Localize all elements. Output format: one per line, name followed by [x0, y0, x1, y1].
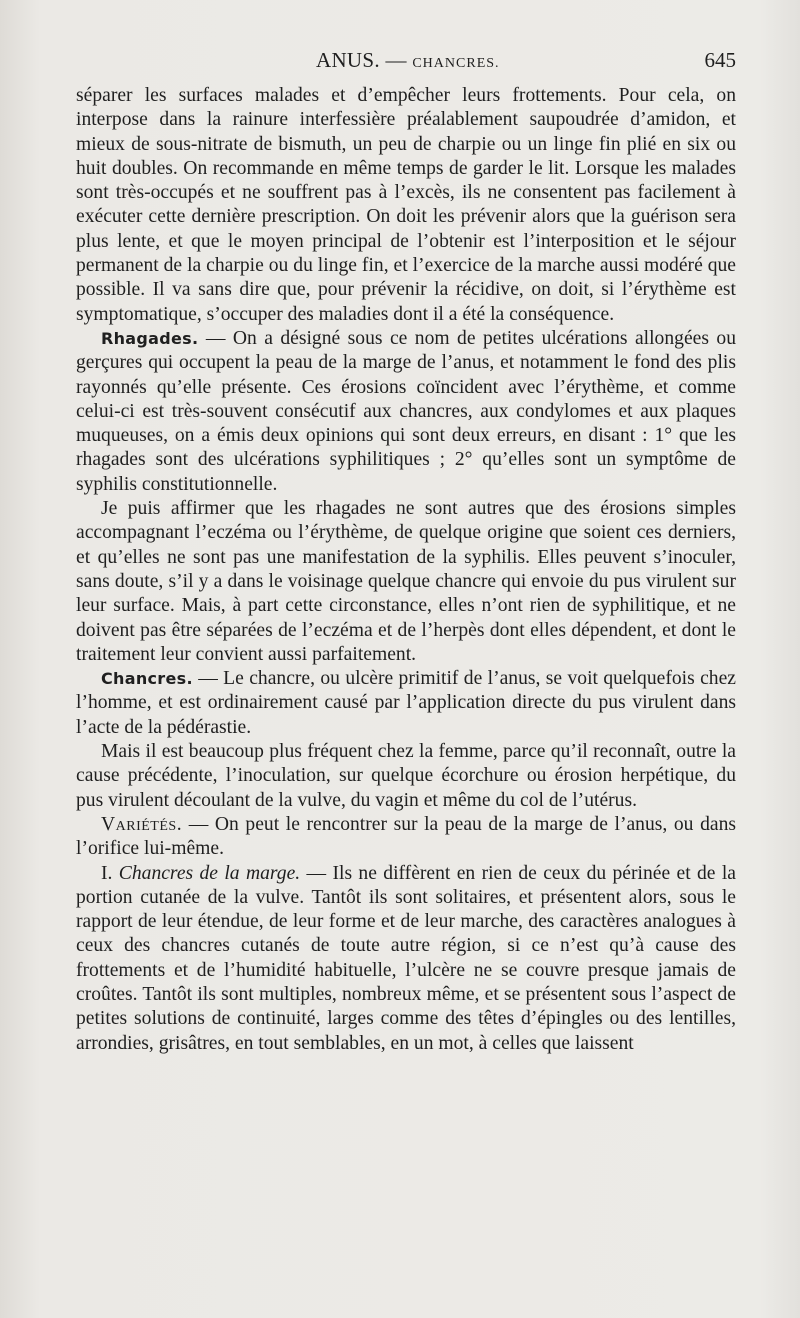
running-title-dash: —: [379, 48, 413, 72]
paragraph-chancres-marge: [76, 862, 736, 1056]
paragraph-varietes: [76, 813, 736, 862]
paragraph-rhagades-text: — On a désigné sous ce nom de petites ulcérations allongées ou gerçures qui occupent la peau de la marge de l’anus, et notamment le fond des plis rayonnés qu’elle présente. Ces érosions coïncident avec l’érythème, et comme celui-ci est très-souvent consécutif aux chancres, aux condylomes et aux plaques muqueuses, on a émis deux opinions qui sont deux erreurs, en disant : 1° que les rhagades sont des ulcérations syphilitiques ; 2° qu’elles sont un symptôme de syphilis constitutionnelle.: [76, 327, 736, 495]
running-title: [316, 48, 500, 73]
paragraph-chancres-women: Mais il est beaucoup plus fréquent chez la femme, parce qu’il reconnaît, outre la cause précédente, l’inoculation, sur quelque écorchure ou érosion herpétique, du pus virulent découlant de la vulve, du vagin et même du col de l’utérus.: [76, 741, 736, 811]
paragraph-rhagades-opinion: Je puis affirmer que les rhagades ne sont autres que des érosions simples accompagnant l’eczéma ou l’érythème, de quelque origine que soient ces derniers, et qu’elles ne sont pas une manifestation de la syphilis. Elles peuvent s’inoculer, sans doute, s’il y a dans le voisinage quelque chancre qui envoie du pus virulent sur leur surface. Mais, à part cette circonstance, elles n’ont rien de syphilitique, et ne doivent pas être séparées de l’eczéma et de l’herpès dont elles dépendent, et dont le traitement leur convient aussi parfaitement.: [76, 498, 736, 665]
paragraph-chancres: [76, 667, 736, 740]
paragraph-erythema-treatment: séparer les surfaces malades et d’empêcher leurs frottements. Pour cela, on interpose dans la rainure interfessière préalablement saupoudrée d’amidon, et mieux de sous-nitrate de bismuth, un peu de charpie ou un linge fin plié en six ou huit doubles. On recommande en même temps de garder le lit. Lorsque les malades sont très-occupés et ne souffrent pas à l’excès, ils ne consentent pas facilement à exécuter cette dernière prescription. On doit les prévenir alors que la guérison sera plus lente, et que le moyen principal de l’obtenir est l’interposition et le séjour permanent de la charpie ou du linge fin, et l’exercice de la marche aussi modéré que possible. Il va sans dire que, pour prévenir la récidive, on doit, si l’érythème est symptomatique, s’occuper des maladies dont il a été la conséquence.: [76, 85, 736, 325]
paragraph-rhagades: [76, 327, 736, 497]
running-title-sub: CHANCRES.: [412, 56, 500, 71]
paragraph-varietes-text: — On peut le rencontrer sur la peau de la marge de l’anus, ou dans l’orifice lui-même.: [76, 813, 736, 860]
subsection-title-chancres-marge: Chancres de la marge.: [118, 862, 301, 884]
paragraph-chancres-text: — Le chancre, ou ulcère primitif de l’anus, se voit quelquefois chez l’homme, et est ordinairement causé par l’application directe du pus virulent dans l’acte de la pédérastie.: [76, 668, 736, 738]
page-number: 645: [704, 48, 736, 72]
paragraph-chancres-marge-text: — Ils ne diffèrent en rien de ceux du périnée et de la portion cutanée de la vulve. Tantôt ils sont solitaires, et présentent alors, sous le rapport de leur étendue, de leur forme et de leur marche, des caractères analogues à ceux des chancres cutanés de toute autre région, si ce n’est qu’à cause des frottements et de l’humidité habituelle, l’ulcère ne se couvre presque jamais de croûtes. Tantôt ils sont multiples, nombreux même, et se présentent sous l’aspect de petites solutions de continuité, larges comme des têtes d’épingles ou des lentilles, arrondies, grisâtres, en tout semblables, en un mot, à celles que laissent: [76, 862, 736, 1054]
running-header: [76, 48, 736, 74]
section-heading-chancres: Chancres.: [101, 669, 193, 689]
body-text: [76, 84, 736, 1056]
subheading-varietes: Variétés.: [101, 813, 183, 835]
subsection-number: I.: [101, 862, 119, 884]
section-heading-rhagades: Rhagades.: [101, 328, 199, 348]
running-title-main: ANUS.: [316, 48, 380, 72]
